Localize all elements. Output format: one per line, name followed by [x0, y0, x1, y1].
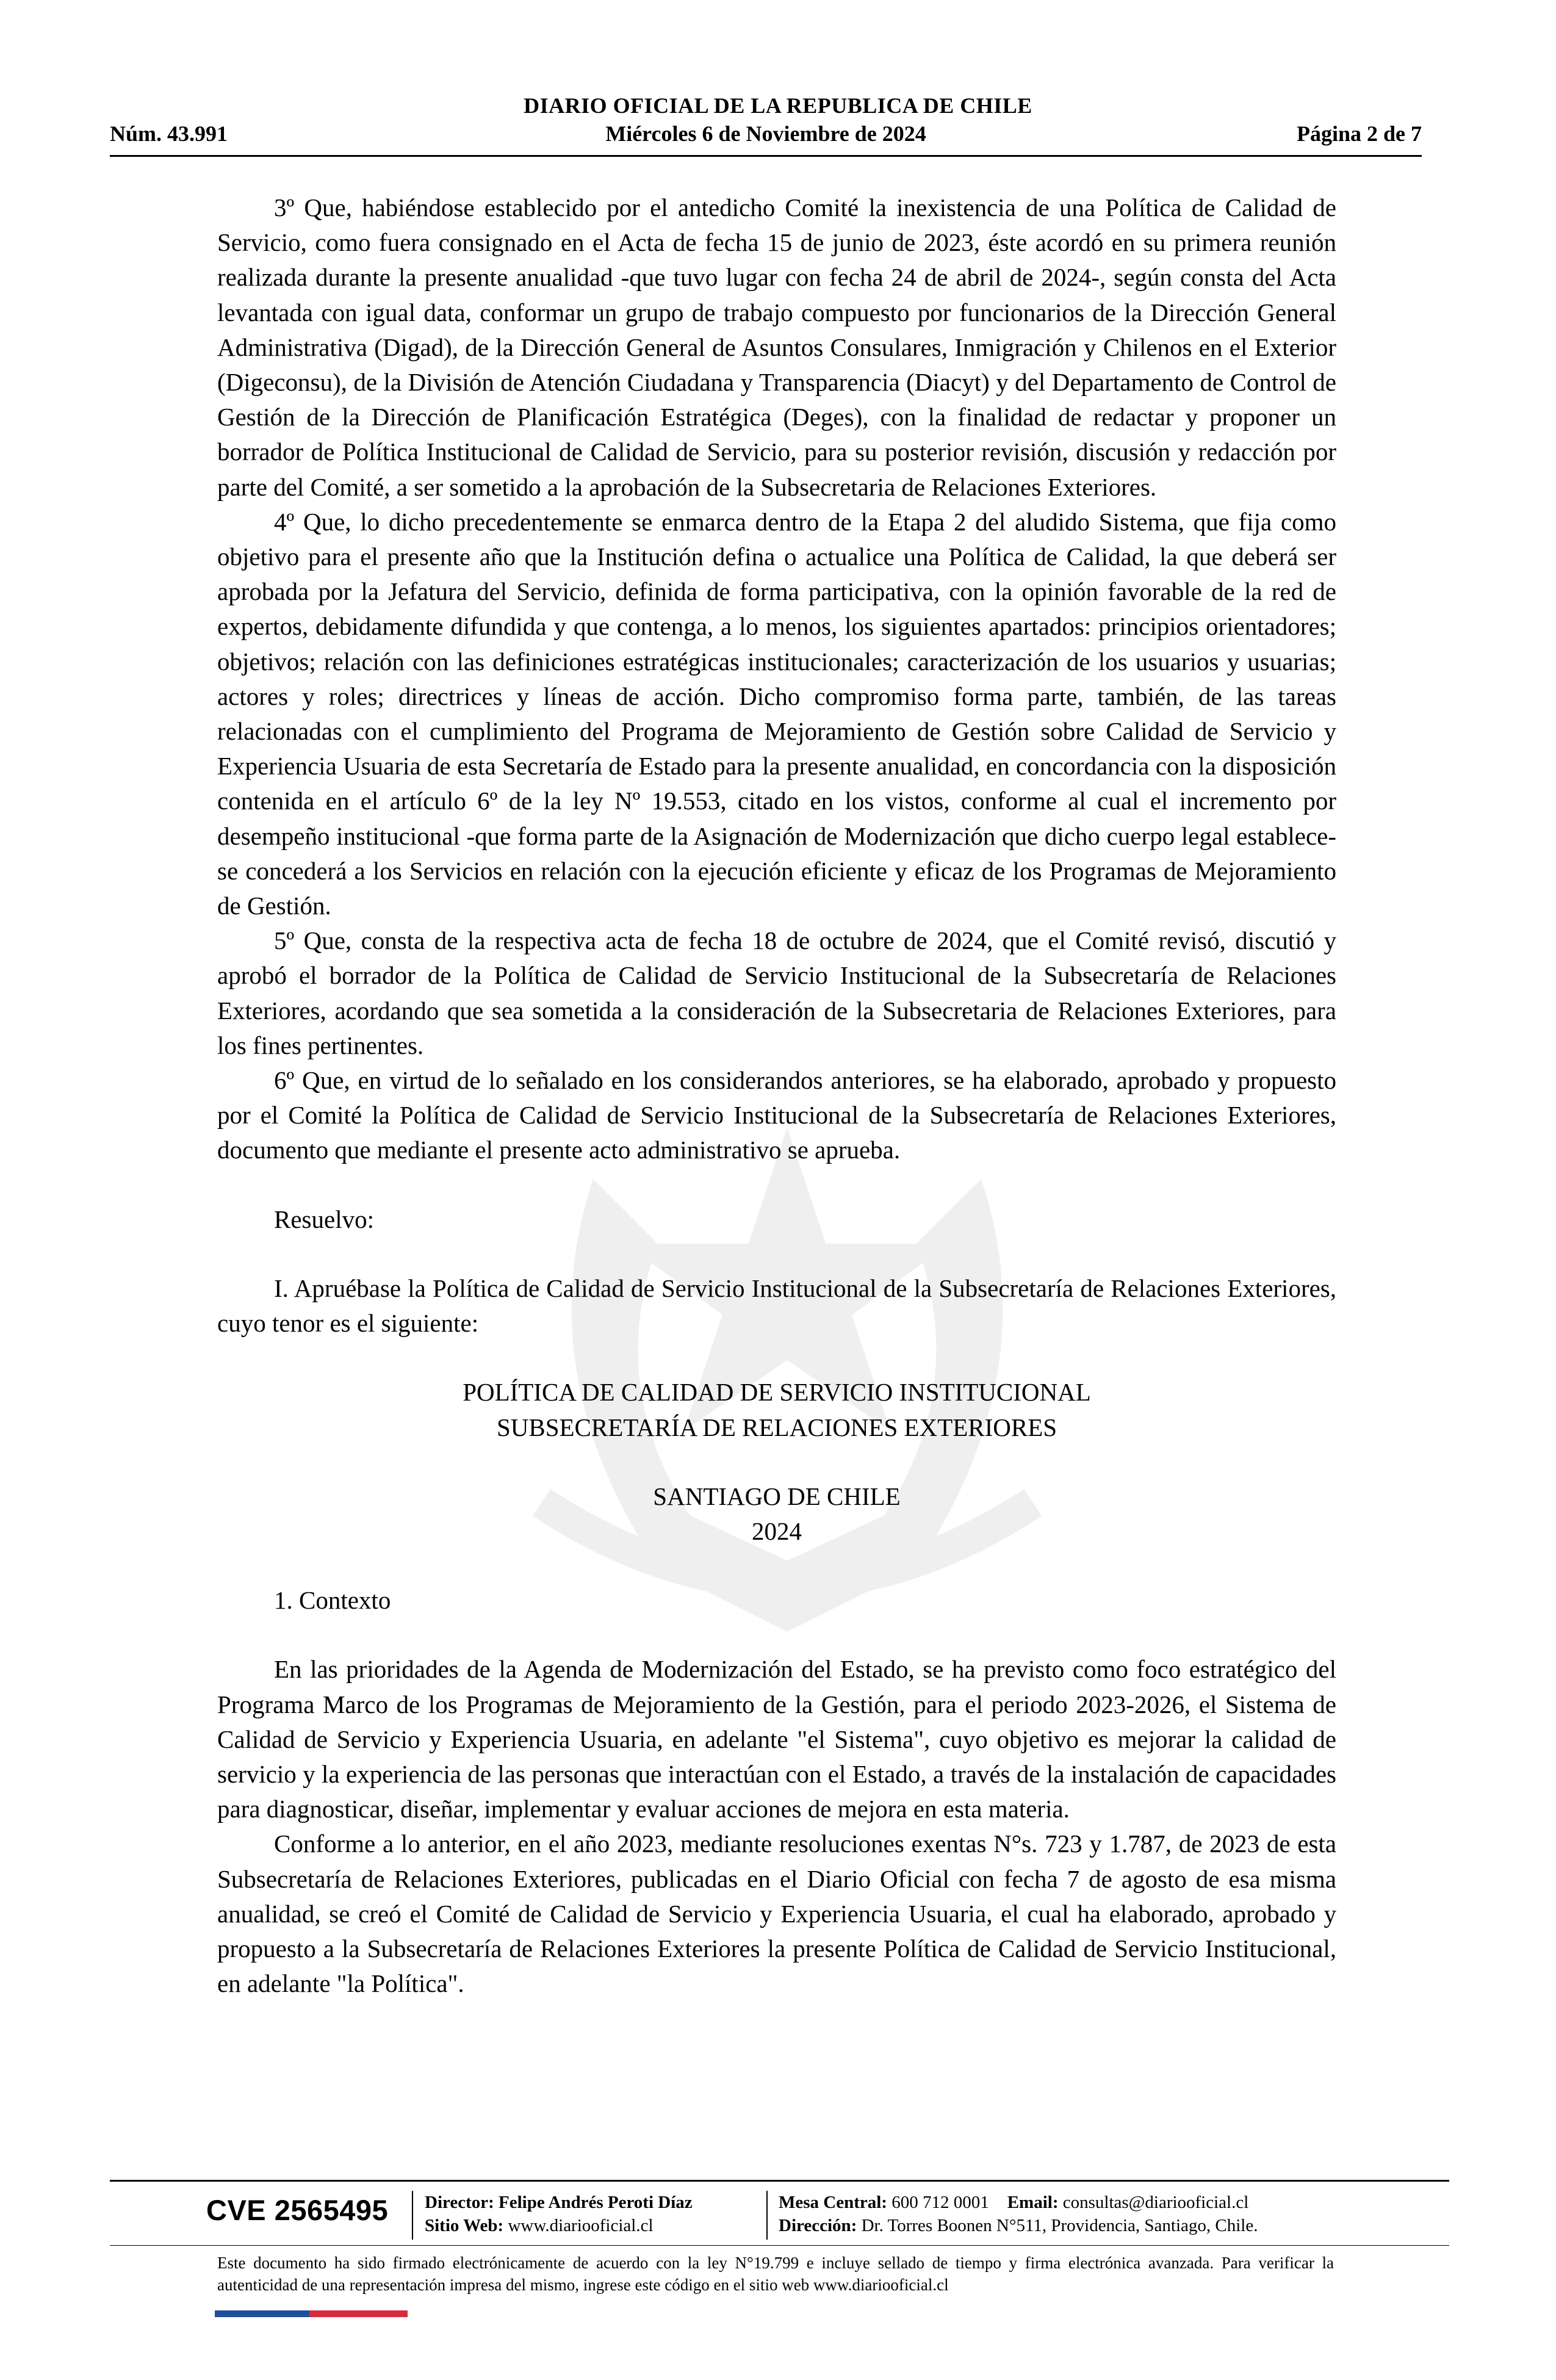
- header-row: [110, 121, 1422, 146]
- chile-flag-stripe: [215, 2310, 408, 2317]
- footer-legal-notice: Este documento ha sido firmado electrónicamente de acuerdo con la ley N°19.799 e incluye sellado de tiempo y firma electrónica avanzada. Para verificar la autenticidad de una representación impresa del mismo, ingrese este código en el sitio web www.diariooficial.cl: [217, 2254, 1334, 2294]
- mesa-label: Mesa Central:: [779, 2193, 887, 2212]
- policy-year: 2024: [752, 1516, 802, 1545]
- footer-divider-top: [110, 2180, 1449, 2182]
- site-label: Sitio Web:: [425, 2216, 504, 2235]
- flag-blue-segment: [215, 2310, 309, 2317]
- considerando-5: 5º Que, consta de la respectiva acta de fecha 18 de octubre de 2024, que el Comité revisó, discutió y aprobó el borrador de la Política de Calidad de Servicio Institucional de la Subsecretaría de Relaciones Exteriores, acordando que sea sometida a la consideración de la Subsecretaria de Relaciones Exteriores, para los fines pertinentes.: [217, 926, 1336, 1059]
- context-paragraph-1: En las prioridades de la Agenda de Modernización del Estado, se ha previsto como foco estratégico del Programa Marco de los Programas de Mejoramiento de la Gestión, para el periodo 2023-2026, el Sistema de Calidad de Servicio y Experiencia Usuaria, en adelante "el Sistema", cuyo objetivo es mejorar la calidad de servicio y la experiencia de las personas que interactúan con el Estado, a través de la instalación de capacidades para diagnosticar, diseñar, implementar y evaluar acciones de mejora en esta materia.: [217, 1655, 1336, 1823]
- director-label: Director:: [425, 2193, 494, 2212]
- email-link[interactable]: consultas@diariooficial.cl: [1062, 2193, 1249, 2212]
- resuelvo-heading: Resuelvo:: [274, 1205, 374, 1233]
- considerando-3: 3º Que, habiéndose establecido por el antedicho Comité la inexistencia de una Política de Calidad de Servicio, como fuera consignado en el Acta de fecha 15 de junio de 2023, éste acordó en su primera reunión realizada durante la presente anualidad -que tuvo lugar con fecha 24 de abril de 2024-, según consta del Acta levantada con igual data, conformar un grupo de trabajo compuesto por funcionarios de la Dirección General Administrativa (Digad), de la Dirección General de Asuntos Consulares, Inmigración y Chilenos en el Exterior (Digeconsu), de la División de Atención Ciudadana y Transparencia (Diacyt) y del Departamento de Control de Gestión de la Dirección de Planificación Estratégica (Deges), con la finalidad de redactar y proponer un borrador de Política Institucional de Calidad de Servicio, para su posterior revisión, discusión y redacción por parte del Comité, a ser sometido a la aprobación de la Subsecretaria de Relaciones Exteriores.: [217, 193, 1336, 501]
- mesa-phone: 600 712 0001: [891, 2193, 989, 2212]
- issue-date: Miércoles 6 de Noviembre de 2024: [605, 121, 926, 146]
- email-label: Email:: [1007, 2193, 1059, 2212]
- cve-code: CVE 2565495: [206, 2194, 389, 2226]
- resolutive-item-1: I. Apruébase la Política de Calidad de Servicio Institucional de la Subsecretaría de Relaciones Exteriores, cuyo tenor es el siguiente:: [217, 1274, 1336, 1338]
- footer-director-block: [425, 2191, 693, 2237]
- policy-title-line-1: POLÍTICA DE CALIDAD DE SERVICIO INSTITUCIONAL: [463, 1378, 1091, 1407]
- site-link[interactable]: www.diariooficial.cl: [508, 2216, 654, 2235]
- footer-contact-block: [779, 2191, 1258, 2237]
- policy-place: SANTIAGO DE CHILE: [653, 1482, 901, 1510]
- page-number: Página 2 de 7: [1296, 121, 1422, 146]
- address-value: Dr. Torres Boonen N°511, Providencia, Santiago, Chile.: [861, 2216, 1258, 2235]
- footer-separator: [412, 2191, 413, 2240]
- footer-divider-mid: [110, 2245, 1449, 2246]
- section-heading-contexto: 1. Contexto: [274, 1586, 391, 1615]
- director-name: Felipe Andrés Peroti Díaz: [499, 2193, 693, 2212]
- document-body: [217, 190, 1336, 2001]
- policy-title-line-2: SUBSECRETARÍA DE RELACIONES EXTERIORES: [496, 1413, 1057, 1441]
- considerando-6: 6º Que, en virtud de lo señalado en los considerandos anteriores, se ha elaborado, aprobado y propuesto por el Comité la Política de Calidad de Servicio Institucional de la Subsecretaría de Relaciones Exteriores, documento que mediante el presente acto administrativo se aprueba.: [217, 1066, 1336, 1164]
- issue-number: Núm. 43.991: [110, 121, 228, 146]
- publication-title: DIARIO OFICIAL DE LA REPUBLICA DE CHILE: [524, 93, 1032, 118]
- header-divider: [110, 155, 1422, 157]
- footer-separator: [766, 2191, 768, 2240]
- flag-red-segment: [309, 2310, 408, 2317]
- context-paragraph-2: Conforme a lo anterior, en el año 2023, mediante resoluciones exentas N°s. 723 y 1.787, de 2023 de esta Subsecretaría de Relaciones Exteriores, publicadas en el Diario Oficial con fecha 7 de agosto de esa misma anualidad, se creó el Comité de Calidad de Servicio y Experiencia Usuaria, el cual ha elaborado, aprobado y propuesto a la Subsecretaría de Relaciones Exteriores la presente Política de Calidad de Servicio Institucional, en adelante "la Política".: [217, 1830, 1336, 1998]
- address-label: Dirección:: [779, 2216, 857, 2235]
- considerando-4: 4º Que, lo dicho precedentemente se enmarca dentro de la Etapa 2 del aludido Sistema, que fija como objetivo para el presente año que la Institución defina o actualice una Política de Calidad, la que deberá ser aprobada por la Jefatura del Servicio, definida de forma participativa, con la opinión favorable de la red de expertos, debidamente difundida y que contenga, a lo menos, los siguientes apartados: principios orientadores; objetivos; relación con las definiciones estratégicas institucionales; caracterización de los usuarios y usuarias; actores y roles; directrices y líneas de acción. Dicho compromiso forma parte, también, de las tareas relacionadas con el cumplimiento del Programa de Mejoramiento de Gestión sobre Calidad de Servicio y Experiencia Usuaria de esta Secretaría de Estado para la presente anualidad, en concordancia con la disposición contenida en el artículo 6º de la ley Nº 19.553, citado en los vistos, conforme al cual el incremento por desempeño institucional -que forma parte de la Asignación de Modernización que dicho cuerpo legal establece- se concederá a los Servicios en relación con la ejecución eficiente y eficaz de los Programas de Mejoramiento de Gestión.: [217, 507, 1336, 920]
